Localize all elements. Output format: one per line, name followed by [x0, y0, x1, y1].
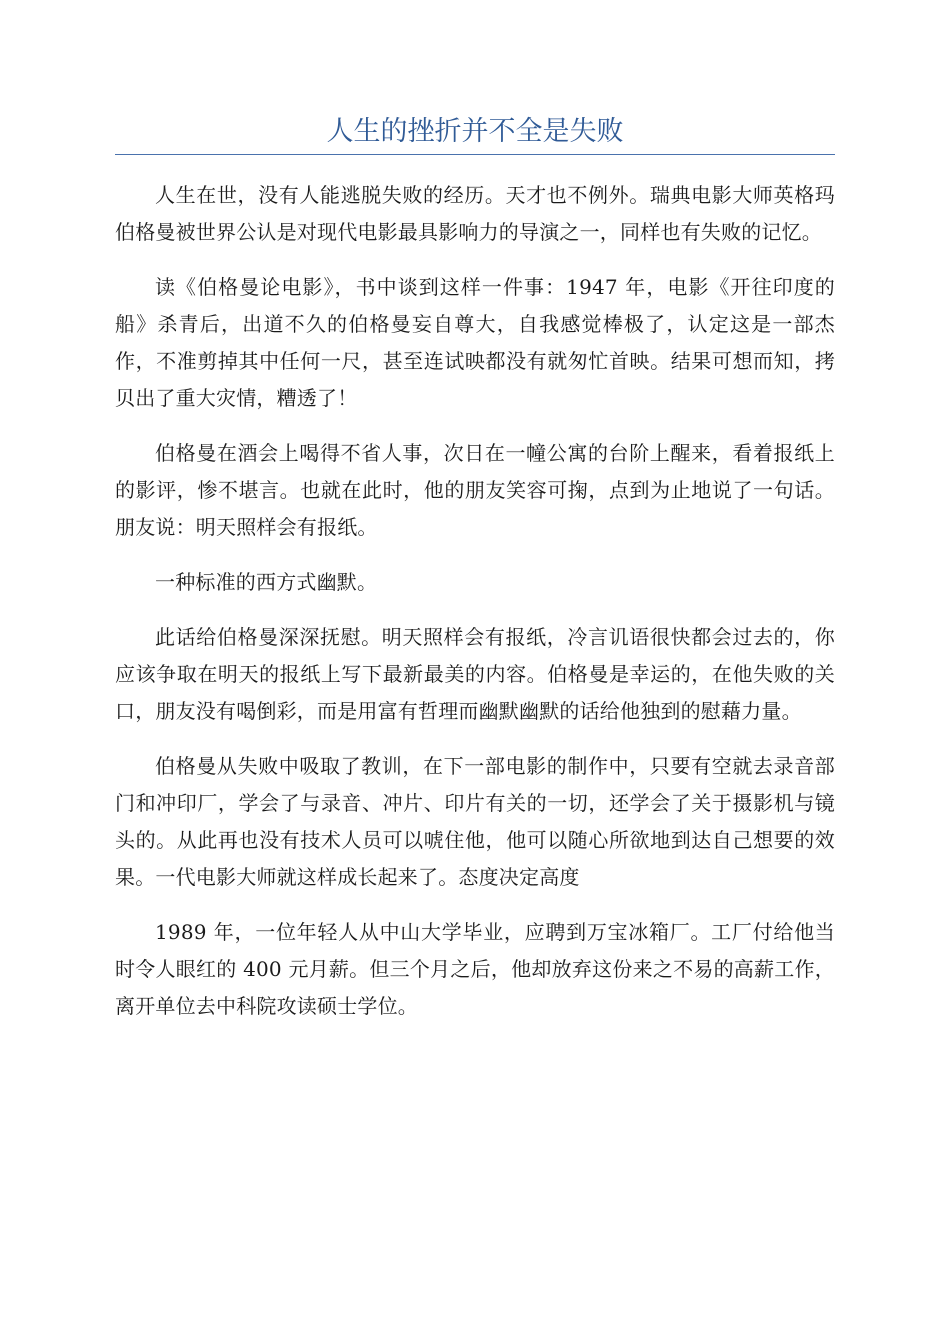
paragraph: 读《伯格曼论电影》，书中谈到这样一件事：1947 年，电影《开往印度的船》杀青后，出道不久的伯格曼妄自尊大，自我感觉棒极了，认定这是一部杰作，不准剪掉其中任何一尺，甚至连试映都没有就匆忙首映。结果可想而知，拷贝出了重大灾情，糟透了！ — [115, 275, 835, 410]
document-title: 人生的挫折并不全是失败 — [115, 112, 835, 155]
paragraph: 1989 年，一位年轻人从中山大学毕业，应聘到万宝冰箱厂。工厂付给他当时令人眼红的 400 元月薪。但三个月之后，他却放弃这份来之不易的高薪工作，离开单位去中科院攻读硕士学位。 — [115, 920, 835, 1018]
document-page — [115, 112, 835, 1043]
document-body — [115, 177, 835, 1025]
paragraph: 人生在世，没有人能逃脱失败的经历。天才也不例外。瑞典电影大师英格玛伯格曼被世界公认是对现代电影最具影响力的导演之一，同样也有失败的记忆。 — [115, 183, 835, 244]
paragraph: 伯格曼在酒会上喝得不省人事，次日在一幢公寓的台阶上醒来，看着报纸上的影评，惨不堪言。也就在此时，他的朋友笑容可掬，点到为止地说了一句话。朋友说：明天照样会有报纸。 — [115, 441, 835, 539]
paragraph: 一种标准的西方式幽默。 — [155, 570, 378, 594]
paragraph: 伯格曼从失败中吸取了教训，在下一部电影的制作中，只要有空就去录音部门和冲印厂，学会了与录音、冲片、印片有关的一切，还学会了关于摄影机与镜头的。从此再也没有技术人员可以唬住他，他可以随心所欲地到达自己想要的效果。一代电影大师就这样成长起来了。态度决定高度 — [115, 754, 835, 889]
paragraph: 此话给伯格曼深深抚慰。明天照样会有报纸，冷言讥语很快都会过去的，你应该争取在明天的报纸上写下最新最美的内容。伯格曼是幸运的，在他失败的关口，朋友没有喝倒彩，而是用富有哲理而幽默幽默的话给他独到的慰藉力量。 — [115, 625, 835, 723]
